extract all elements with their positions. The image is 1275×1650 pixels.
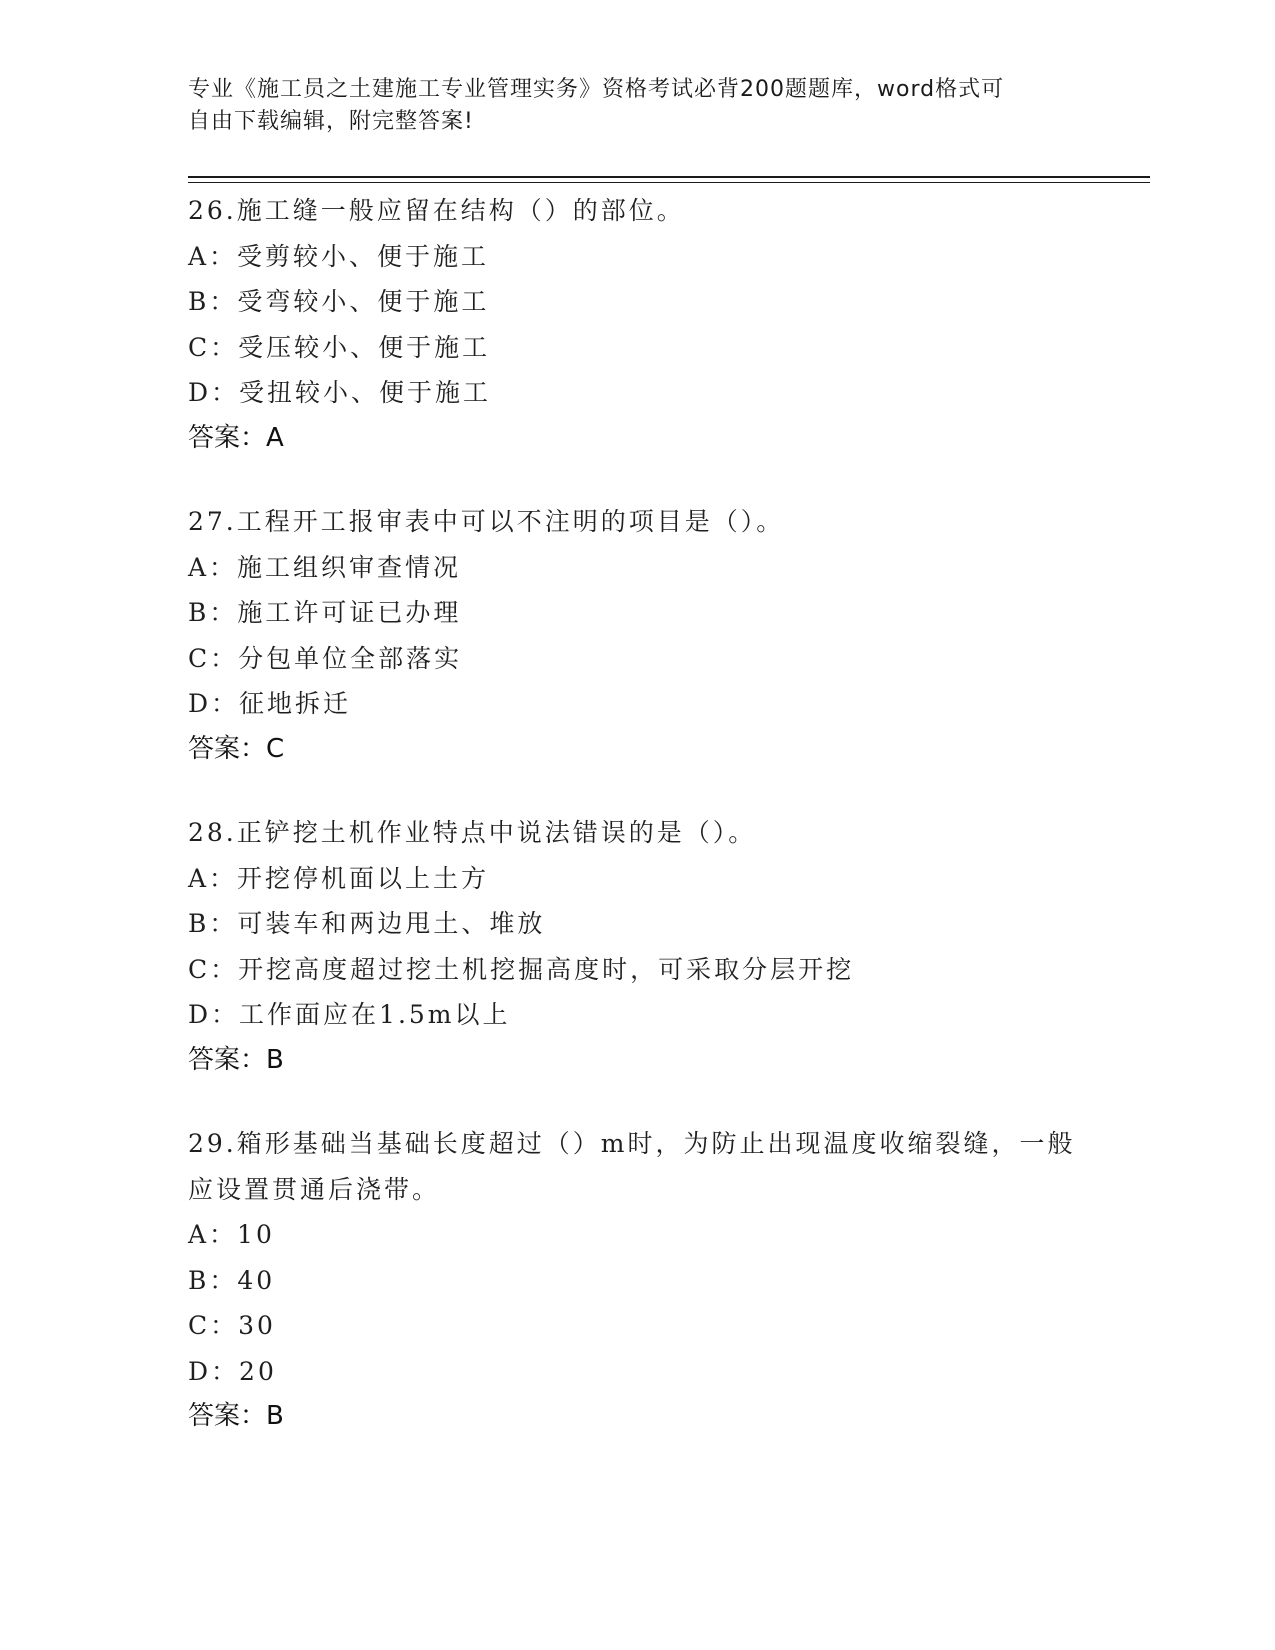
question-28	[188, 810, 1088, 1083]
question-stem: 28.正铲挖土机作业特点中说法错误的是（）。	[188, 818, 757, 847]
question-stem: 27.工程开工报审表中可以不注明的项目是（）。	[188, 507, 785, 536]
header-divider-thin	[188, 182, 1150, 183]
option-b: B：施工许可证已办理	[188, 598, 462, 627]
option-b: B：可装车和两边甩土、堆放	[188, 909, 546, 938]
answer-line: 答案：A	[188, 422, 284, 453]
question-stem: 29.箱形基础当基础长度超过（）m时，为防止出现温度收缩裂缝，一般应设置贯通后浇带。	[188, 1129, 1076, 1204]
option-a: A：开挖停机面以上土方	[188, 863, 490, 893]
header-line-1: 专业《施工员之土建施工专业管理实务》资格考试必背200题题库，word格式可	[188, 77, 1005, 102]
answer-line: 答案：B	[188, 1044, 284, 1075]
header-line-2: 自由下载编辑，附完整答案!	[188, 109, 474, 134]
option-c: C：开挖高度超过挖土机挖掘高度时，可采取分层开挖	[188, 954, 855, 984]
option-d: D：受扭较小、便于施工	[188, 378, 492, 407]
option-b: B：40	[188, 1265, 276, 1295]
option-a: A：受剪较小、便于施工	[188, 241, 490, 271]
option-b: B：受弯较小、便于施工	[188, 287, 490, 316]
option-c: C：分包单位全部落实	[188, 643, 463, 673]
question-29	[188, 1121, 1088, 1440]
header-divider-thick	[188, 176, 1150, 178]
question-stem: 26.施工缝一般应留在结构（）的部位。	[188, 196, 685, 225]
question-27	[188, 499, 1088, 772]
document-header	[188, 74, 1078, 138]
answer-line: 答案：B	[188, 1401, 284, 1431]
option-d: D：20	[188, 1356, 277, 1386]
option-a: A：10	[188, 1220, 275, 1249]
question-list	[188, 188, 1088, 1478]
option-c: C：受压较小、便于施工	[188, 332, 491, 362]
question-26	[188, 188, 1088, 461]
option-d: D：工作面应在1.5m以上	[188, 1000, 511, 1029]
answer-line: 答案：C	[188, 733, 285, 764]
option-c: C：30	[188, 1311, 276, 1340]
option-a: A：施工组织审查情况	[188, 552, 462, 582]
option-d: D：征地拆迁	[188, 689, 352, 718]
